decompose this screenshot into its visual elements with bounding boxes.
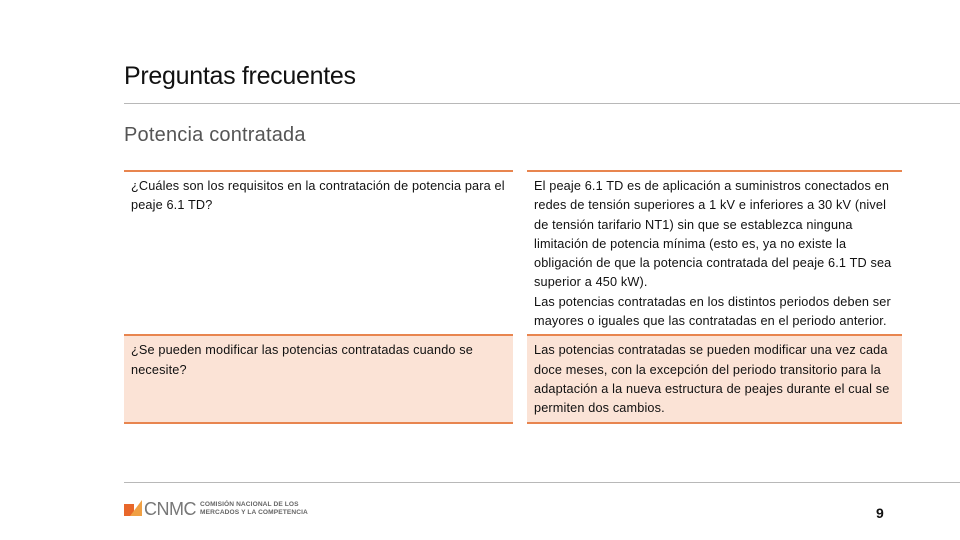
footer-divider (124, 482, 960, 483)
section-subtitle: Potencia contratada (124, 124, 306, 146)
cnmc-logo-icon (124, 500, 142, 518)
logo-tagline (200, 501, 308, 517)
page-title: Preguntas frecuentes (124, 62, 356, 90)
faq-table (124, 170, 902, 424)
faq-answer-paragraph: Las potencias contratadas se pueden modificar una vez cada doce meses, con la excepción del periodo transitorio para la adaptación a la nueva estructura de peajes durante el cual se permiten dos cambios. (534, 343, 890, 416)
table-row (124, 335, 902, 422)
faq-answer (520, 171, 902, 335)
logo-tagline-line: COMISIÓN NACIONAL DE LOS (200, 501, 299, 508)
page-number: 9 (876, 505, 884, 521)
table-row (124, 171, 902, 335)
faq-answer-paragraph: El peaje 6.1 TD es de aplicación a suministros conectados en redes de tensión superiores a 1 kV e inferiores a 30 kV (nivel de tensión tarifario NT1) sin que se establezca ninguna limitación de potencia mínima (esto es, ya no existe la obligación de que la potencia contratada del peaje 6.1 TD sea superior a 450 kW). (534, 179, 892, 290)
title-divider (124, 103, 960, 104)
faq-answer-paragraph: Las potencias contratadas en los distintos periodos deben ser mayores o iguales que las contratadas en el periodo anterior. (534, 294, 891, 329)
faq-question: ¿Cuáles son los requisitos en la contratación de potencia para el peaje 6.1 TD? (131, 179, 505, 213)
faq-answer (520, 335, 902, 422)
cnmc-logo (124, 500, 308, 518)
faq-question: ¿Se pueden modificar las potencias contratadas cuando se necesite? (124, 335, 520, 422)
logo-tagline-line: MERCADOS Y LA COMPETENCIA (200, 509, 308, 516)
logo-wordmark: CNMC (144, 499, 196, 519)
